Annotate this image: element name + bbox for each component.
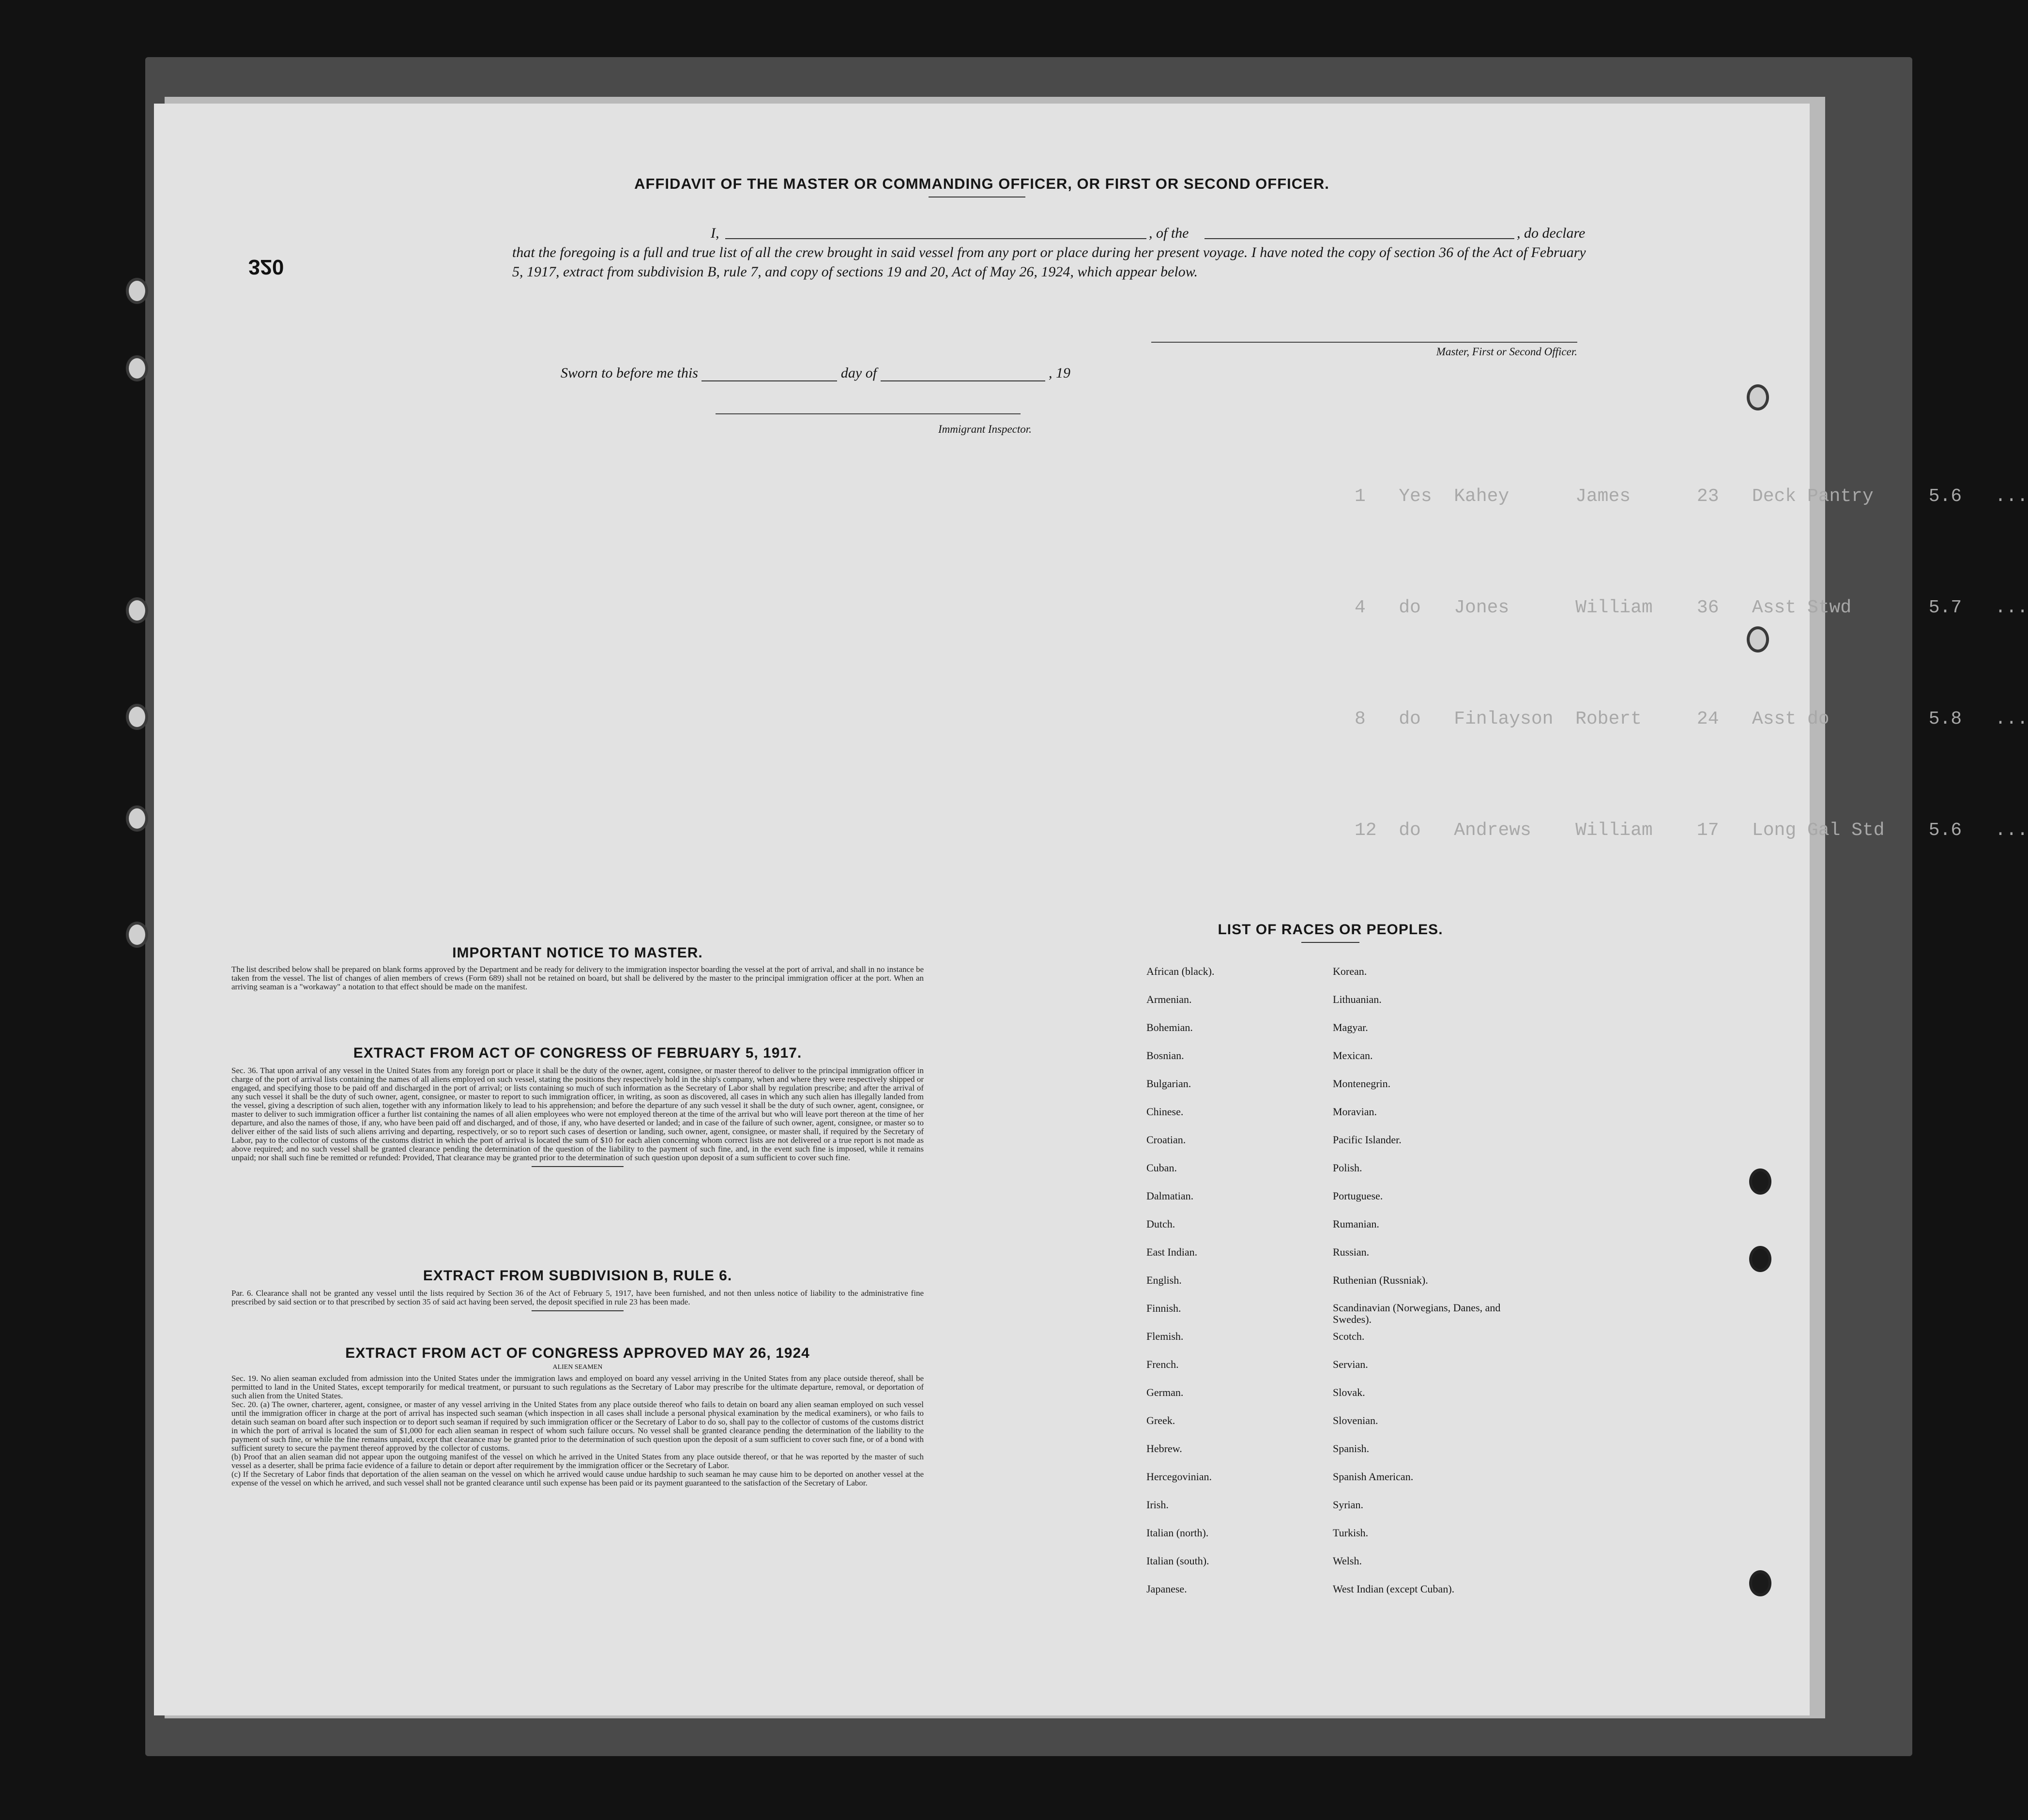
race-item: West Indian (except Cuban). [1333,1583,1455,1595]
act-1924-sec-19: Sec. 19. No alien seaman excluded from admission into the United States under the immigration laws and employed on board any vessel arriving in the United States from any place outside thereof, shall be permitted to land in the United States, except temporarily for medical treatment, or pursuant to such regulations as the Secretary of Labor may prescribe for the ultimate departure, removal, or deportation of such alien from the United States. [231,1374,924,1400]
declaration-of-the: , of the [1149,225,1189,241]
races-right-column [1333,965,1507,1611]
race-item: Dalmatian. [1146,1190,1194,1202]
act-1924-section [231,1345,924,1487]
punch-hole [1749,1168,1771,1195]
bleed-through-row: 4 do Jones William 36 Asst Stwd 5.7 ... [1355,597,2028,618]
inspector-signature-line [716,413,1021,414]
race-item: Rumanian. [1333,1218,1379,1230]
punch-hole [126,704,148,730]
declaration-i: I, [711,225,719,241]
race-item: Scotch. [1333,1330,1365,1342]
race-item: African (black). [1146,965,1215,977]
race-item: Bohemian. [1146,1021,1193,1033]
race-item: Turkish. [1333,1527,1369,1539]
declaration-text: that the foregoing is a full and true list of all the crew brought in said vessel from any port or place during her present voyage. I have noted the copy of section 36 of the Act of February 5, 1917, extract from subdivision B, rule 7, and copy of sections 19 and 20, Act of May 26, 1924, which appear below. [512,244,1586,280]
punch-hole [1749,1570,1771,1596]
act-1917-heading: EXTRACT FROM ACT OF CONGRESS OF FEBRUARY 5, 1917. [353,1045,802,1061]
punch-hole [1747,384,1769,410]
race-item: Portuguese. [1333,1190,1383,1202]
race-item: Finnish. [1146,1302,1181,1314]
section-divider [532,1310,624,1311]
punch-hole [126,805,148,832]
race-item: Italian (north). [1146,1527,1209,1539]
race-item: Hercegovinian. [1146,1471,1212,1483]
inspector-label: Immigrant Inspector. [938,423,1032,435]
punch-hole [126,922,148,948]
bleed-through-row: 12 do Andrews William 17 Long Gal Std 5.6 ... [1355,820,2028,841]
races-section [1146,922,1514,1595]
race-item: Spanish. [1333,1442,1370,1455]
punch-hole [1747,626,1769,652]
act-1917-text: Sec. 36. That upon arrival of any vessel in the United States from any foreign port or place it shall be the duty of the owner, agent, consignee, or master thereof to deliver to the principal immigration officer in charge of the port of arrival lists containing the names of all aliens employed on such vessel, stating the positions they respectively hold in the ship's company, when and where they were respectively shipped or engaged, and specifying those to be paid off and discharged in the port of arrival; or lists containing so much of such information as the Secretary of Labor shall by regulation prescribe; and after the arrival of any such vessel it shall be the duty of such owner, agent, consignee, or master to report to such immigration officer, in writing, as soon as discovered, all cases in which any such alien has illegally landed from the vessel, giving a description of such alien, together with any information likely to lead to his apprehension; and before the departure of any such vessel it shall be the duty of such owner, agent, consignee, or master to deliver to such immigration officer a further list containing the names of all alien employees who were not employed thereon at the time of the arrival but who will leave port thereon at the time of her departure, and also the names of those, if any, who have been paid off and discharged, and of those, if any, who have deserted or landed; and in case of the failure of such owner, agent, consignee, or master so to deliver either of the said lists of such aliens arriving and departing, respectively, or so to report such cases of desertion or landing, such owner, agent, consignee, or master shall, if required by the Secretary of Labor, pay to the collector of customs of the customs district in which the port of arrival is located the sum of $10 for each alien concerning whom correct lists are not delivered or a true report is not made as above required; and no such vessel shall be granted clearance pending the determination of the question of the liability to the payment of such fine, and, in the event such fine is imposed, while it remains unpaid; nor shall such fine be remitted or refunded: Provided, That clearance may be granted prior to the determination of such question upon deposit of a sum sufficient to cover such fine. [231,1066,924,1162]
race-item: Chinese. [1146,1106,1184,1118]
act-1924-sec-b: (b) Proof that an alien seaman did not appear upon the outgoing manifest of the vessel on which he arrived in the United States from any place outside thereof, or that he was reported by the master of such vessel as a deserter, shall be prima facie evidence of a failure to detain or deport after requirement by the immigration officer or the Secretary of Labor. [231,1452,924,1470]
important-notice-text: The list described below shall be prepared on blank forms approved by the Department and be ready for delivery to the immigration inspector boarding the vessel at the port of arrival, and shall in no instance be taken from the vessel. The list of changes of alien members of crews (Form 689) shall not be retained on board, but shall be delivered by the master to the principal immigration officer at the port. When an arriving seaman is a "workaway" a notation to that effect should be made on the manifest. [231,965,924,991]
sworn-line [561,365,1070,381]
vessel-blank [1205,224,1514,239]
act-1924-sec-20: Sec. 20. (a) The owner, charterer, agent, consignee, or master of any vessel arriving in the United States from any place outside thereof who fails to detain on board any alien seaman employed on such vessel until the immigration officer in charge at the port of arrival has inspected such seaman (which inspection in all cases shall include a personal physical examination by the medical examiners), or who fails to detain such seaman on board after such inspection or to deport such seaman if required by such immigration officer or the Secretary of Labor to do so, shall pay to the collector of customs of the customs district in which the port of arrival is located the sum of $1,000 for each alien seaman in respect of whom such failure occurs. No vessel shall be granted clearance pending the determination of the liability to the payment of such fine, or while the fine remains unpaid, except that clearance may be granted prior to the determination of such question upon the deposit of a sum sufficient to cover such fine, or of a bond with sufficient surety to secure the payment thereof approved by the collector of customs. [231,1400,924,1453]
declaration-first-line [512,224,1601,243]
bleed-through-row: 1 Yes Kahey James 23 Deck Pantry 5.6 ... [1355,486,2028,507]
rule-6-text: Par. 6. Clearance shall not be granted any vessel until the lists required by Section 36 of the Act of February 5, 1917, have been furnished, and not then unless notice of liability to the administrative fine prescribed by said section or to that prescribed by section 35 of said act having been served, the deposit specified in rule 23 has been made. [231,1289,924,1306]
act-1924-sec-c: (c) If the Secretary of Labor finds that deportation of the alien seaman on the vessel on which he arrived would cause undue hardship to such seaman he may cause him to be deported on another vessel at the expense of the vessel on which he arrived, and such vessel shall not be granted clearance until such expense has been paid or its payment guaranteed to the satisfaction of the Secretary of Labor. [231,1470,924,1487]
race-item: Ruthenian (Russniak). [1333,1274,1428,1286]
race-item: Syrian. [1333,1499,1363,1511]
races-divider [1301,942,1359,943]
race-item: Croatian. [1146,1134,1186,1146]
race-item: German. [1146,1386,1184,1398]
race-item: Magyar. [1333,1021,1368,1033]
race-item: Dutch. [1146,1218,1175,1230]
alien-seamen-subheading: ALIEN SEAMEN [552,1364,603,1371]
signature-line [1151,342,1577,343]
declaration-block [512,224,1601,282]
race-item: Spanish American. [1333,1471,1414,1483]
race-item: Welsh. [1333,1555,1362,1567]
race-item: Polish. [1333,1162,1362,1174]
affidavit-title: AFFIDAVIT OF THE MASTER OR COMMANDING OFFICER, OR FIRST OR SECOND OFFICER. [634,175,1329,192]
punch-hole [126,597,148,623]
punch-hole [126,355,148,381]
important-notice-heading: IMPORTANT NOTICE TO MASTER. [452,945,703,961]
race-item: Armenian. [1146,993,1192,1005]
race-item: Russian. [1333,1246,1370,1258]
race-item: Slovak. [1333,1386,1365,1398]
punch-hole [126,278,148,304]
race-item: Lithuanian. [1333,993,1382,1005]
month-blank [881,366,1045,381]
race-item: French. [1146,1358,1179,1370]
sworn-label: Sworn to before me this [561,365,698,381]
race-item: Flemish. [1146,1330,1184,1342]
important-notice-section [231,945,924,991]
year-label: , 19 [1049,365,1071,381]
race-item: Bosnian. [1146,1049,1184,1062]
section-divider [532,1166,624,1167]
race-item: Mexican. [1333,1049,1373,1062]
race-item: East Indian. [1146,1246,1198,1258]
day-of-label: day of [840,365,877,381]
race-item: Hebrew. [1146,1442,1182,1455]
race-item: Greek. [1146,1414,1175,1426]
race-item: Slovenian. [1333,1414,1378,1426]
rule-6-section [231,1268,924,1315]
race-item: Korean. [1333,965,1367,977]
page-stamp-number: 320 [248,255,284,279]
race-item: Pacific Islander. [1333,1134,1402,1146]
name-blank [725,224,1146,239]
sworn-blank [701,366,837,381]
race-item: Irish. [1146,1499,1169,1511]
punch-hole [1749,1246,1771,1272]
race-item: Scandinavian (Norwegians, Danes, and Swedes). [1333,1302,1501,1325]
race-item: Servian. [1333,1358,1368,1370]
race-item: Montenegrin. [1333,1077,1391,1090]
rule-6-heading: EXTRACT FROM SUBDIVISION B, RULE 6. [423,1268,732,1284]
race-item: Bulgarian. [1146,1077,1191,1090]
affidavit-page [154,104,2028,1715]
declaration-do-declare: , do declare [1517,225,1586,241]
race-item: Japanese. [1146,1583,1187,1595]
act-1924-heading: EXTRACT FROM ACT OF CONGRESS APPROVED MAY 26, 1924 [345,1345,810,1361]
race-item: Cuban. [1146,1162,1177,1174]
race-item: Italian (south). [1146,1555,1209,1567]
act-1917-section [231,1045,924,1171]
signature-label: Master, First or Second Officer. [1436,346,1577,358]
bleed-through-row: 8 do Finlayson Robert 24 Asst do 5.8 ... [1355,709,2028,729]
race-item: English. [1146,1274,1182,1286]
races-heading: LIST OF RACES OR PEOPLES. [1218,922,1443,938]
race-item: Moravian. [1333,1106,1377,1118]
races-left-column [1146,965,1321,1611]
